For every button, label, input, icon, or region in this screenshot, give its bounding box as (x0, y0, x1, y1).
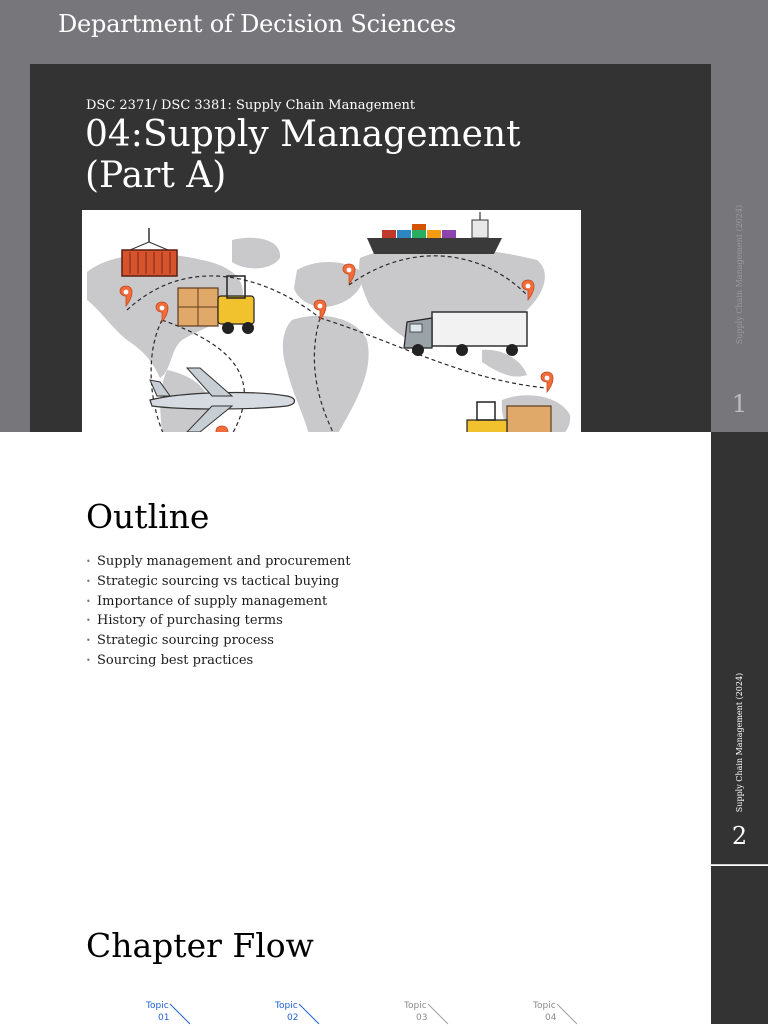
topic-number: 01 (158, 1013, 170, 1023)
department-name: Department of Decision Sciences (58, 10, 456, 38)
slide-sidebar (711, 432, 768, 864)
shipping-container-icon (122, 228, 177, 276)
topic-label: Topic (275, 1001, 298, 1011)
southeast-asia-landmass (482, 350, 527, 377)
diagonal-arrow-icon (168, 1002, 192, 1026)
slide-divider (711, 864, 768, 865)
page-number: 1 (731, 390, 748, 418)
footer-vertical-text (711, 672, 768, 812)
footer-vertical-label: Supply Chain Management (2024) (735, 204, 744, 344)
slide-title-line2: (Part A) (85, 155, 227, 196)
list-item: • Importance of supply management (86, 592, 351, 612)
slide-sidebar (711, 866, 768, 1024)
diagonal-arrow-icon (297, 1002, 321, 1026)
topic-label: Topic (404, 1001, 427, 1011)
slide-sidebar (711, 64, 768, 432)
world-map-illustration (82, 210, 581, 432)
topic-label: Topic (533, 1001, 556, 1011)
topic-02-tile[interactable] (275, 1000, 335, 1024)
slide-title-line1: 04:Supply Management (85, 114, 521, 155)
title-panel (30, 64, 711, 432)
topic-01-tile[interactable] (146, 1000, 206, 1024)
title-slide (0, 0, 768, 432)
list-item: • Strategic sourcing process (86, 631, 351, 651)
list-item: • Strategic sourcing vs tactical buying (86, 572, 351, 592)
diagonal-arrow-icon (555, 1002, 579, 1026)
list-item: • Supply management and procurement (86, 552, 351, 572)
forklift-icon-2 (467, 402, 551, 432)
topic-number: 04 (545, 1013, 557, 1023)
slide-title (85, 114, 645, 196)
topic-number: 02 (287, 1013, 299, 1023)
location-pin-icon (216, 426, 228, 432)
footer-vertical-text (711, 204, 768, 344)
cargo-ship-icon (367, 212, 502, 254)
list-item: • History of purchasing terms (86, 611, 351, 631)
topic-04-tile[interactable] (533, 1000, 593, 1024)
chapter-flow-heading: Chapter Flow (86, 926, 314, 965)
topic-number: 03 (416, 1013, 428, 1023)
diagonal-arrow-icon (426, 1002, 450, 1026)
page-number: 2 (731, 822, 748, 850)
course-code: DSC 2371/ DSC 3381: Supply Chain Management (86, 98, 416, 113)
footer-vertical-label: Supply Chain Management (2024) (735, 672, 744, 812)
topic-03-tile[interactable] (404, 1000, 464, 1024)
list-item: • Sourcing best practices (86, 651, 351, 671)
greenland-landmass (232, 238, 280, 269)
outline-list (86, 552, 351, 671)
topic-label: Topic (146, 1001, 169, 1011)
outline-heading: Outline (86, 497, 210, 536)
location-pin-icon (541, 372, 553, 392)
world-logistics-map-image (82, 210, 581, 432)
